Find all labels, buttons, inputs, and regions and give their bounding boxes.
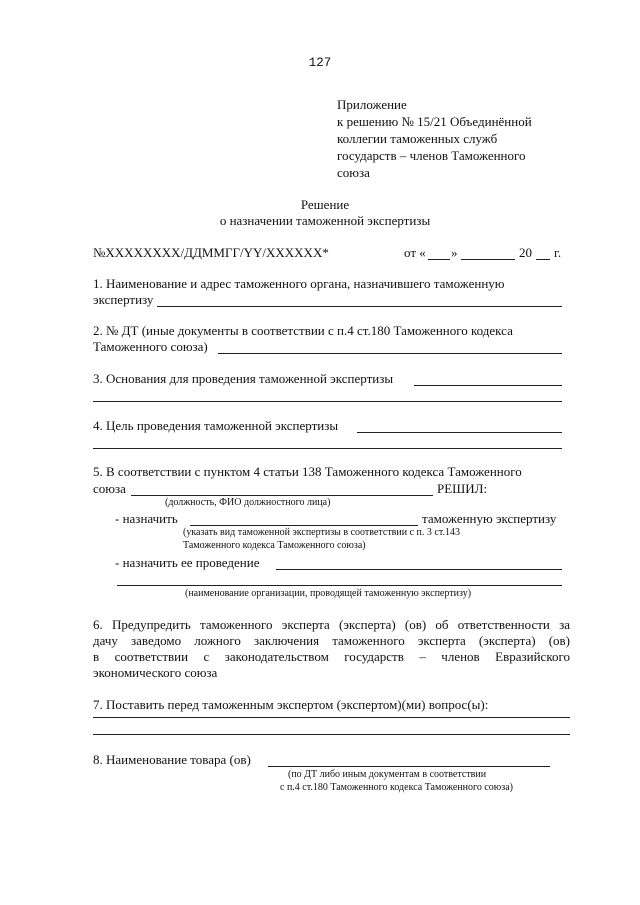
page-number: 127 (308, 56, 332, 70)
document-title: Решение (300, 197, 350, 212)
appendix-line: коллегии таможенных служб (337, 131, 498, 146)
date-year-prefix: 20 (519, 245, 532, 260)
document-subtitle: о назначении таможенной экспертизы (219, 213, 431, 228)
item-1-text: 1. Наименование и адрес таможенного органа, назначившего таможенную (93, 276, 505, 291)
item-5-text: 5. В соответствии с пунктом 4 статьи 138 Таможенного кодекса Таможенного (93, 464, 522, 479)
item-5-text: союза (93, 481, 126, 496)
question-field-1[interactable] (93, 717, 570, 718)
item-6-text: 6. Предупредить таможенного эксперта (эксперта) (ов) об ответственности за (93, 617, 570, 632)
item-4-text: 4. Цель проведения таможенной экспертизы (93, 418, 339, 433)
item-6-text: дачу заведомо ложного заключения таможенного эксперта (эксперта) (ов) (93, 633, 570, 648)
expertise-type-caption: Таможенного кодекса Таможенного союза) (183, 540, 366, 551)
expertise-type-field[interactable] (190, 525, 418, 526)
organization-caption: (наименование организации, проводящей таможенную экспертизу) (185, 588, 472, 599)
expertise-type-caption: (указать вид таможенной экспертизы в соответствии с п. 3 ст.143 (183, 527, 460, 538)
appendix-line: Приложение (337, 97, 407, 112)
date-day-field[interactable] (428, 259, 450, 260)
organization-field[interactable] (276, 569, 562, 570)
item-6-text: экономического союза (93, 665, 218, 680)
item-7-text: 7. Поставить перед таможенным экспертом (экспертом)(ми) вопрос(ы): (93, 697, 489, 712)
item-4-field-line2[interactable] (93, 448, 562, 449)
item-3-field-line2[interactable] (93, 401, 562, 402)
appendix-line: к решению № 15/21 Объединённой (337, 114, 532, 129)
assign-label: - назначить (115, 511, 178, 526)
item-2-text: Таможенного союза) (93, 339, 208, 354)
goods-caption: с п.4 ст.180 Таможенного кодекса Таможенного союза) (280, 782, 513, 793)
item-2-text: 2. № ДТ (иные документы в соответствии с п.4 ст.180 Таможенного кодекса (93, 323, 513, 338)
appendix-line: союза (337, 165, 370, 180)
item-3-text: 3. Основания для проведения таможенной экспертизы (93, 371, 394, 386)
goods-name-field[interactable] (268, 766, 550, 767)
item-8-text: 8. Наименование товара (ов) (93, 752, 251, 767)
appendix-line: государств – членов Таможенного (337, 148, 526, 163)
decision-number: №XXXXXXXX/ДДММГГ/YY/XXXXXX* (93, 245, 329, 260)
date-quote-close: » (451, 245, 458, 260)
official-caption: (должность, ФИО должностного лица) (165, 497, 331, 508)
organization-field-line2[interactable] (117, 585, 562, 586)
date-month-field[interactable] (461, 259, 515, 260)
item-3-field[interactable] (414, 385, 562, 386)
goods-caption: (по ДТ либо иным документам в соответствии (288, 769, 487, 780)
item-6-text: в соответствии с законодательством государств – членов Евразийского (93, 649, 570, 664)
assign-conduct-label: - назначить ее проведение (115, 555, 260, 570)
decided-label: РЕШИЛ: (437, 481, 488, 496)
item-2-field[interactable] (218, 353, 562, 354)
official-name-field[interactable] (131, 495, 433, 496)
item-1-text: экспертизу (93, 292, 154, 307)
date-year-field[interactable] (536, 259, 550, 260)
item-4-field[interactable] (357, 432, 562, 433)
question-field-2[interactable] (93, 734, 570, 735)
date-year-suffix: г. (554, 245, 562, 260)
date-from-label: от « (404, 245, 426, 260)
item-1-field[interactable] (157, 306, 562, 307)
assign-tail: таможенную экспертизу (422, 511, 557, 526)
